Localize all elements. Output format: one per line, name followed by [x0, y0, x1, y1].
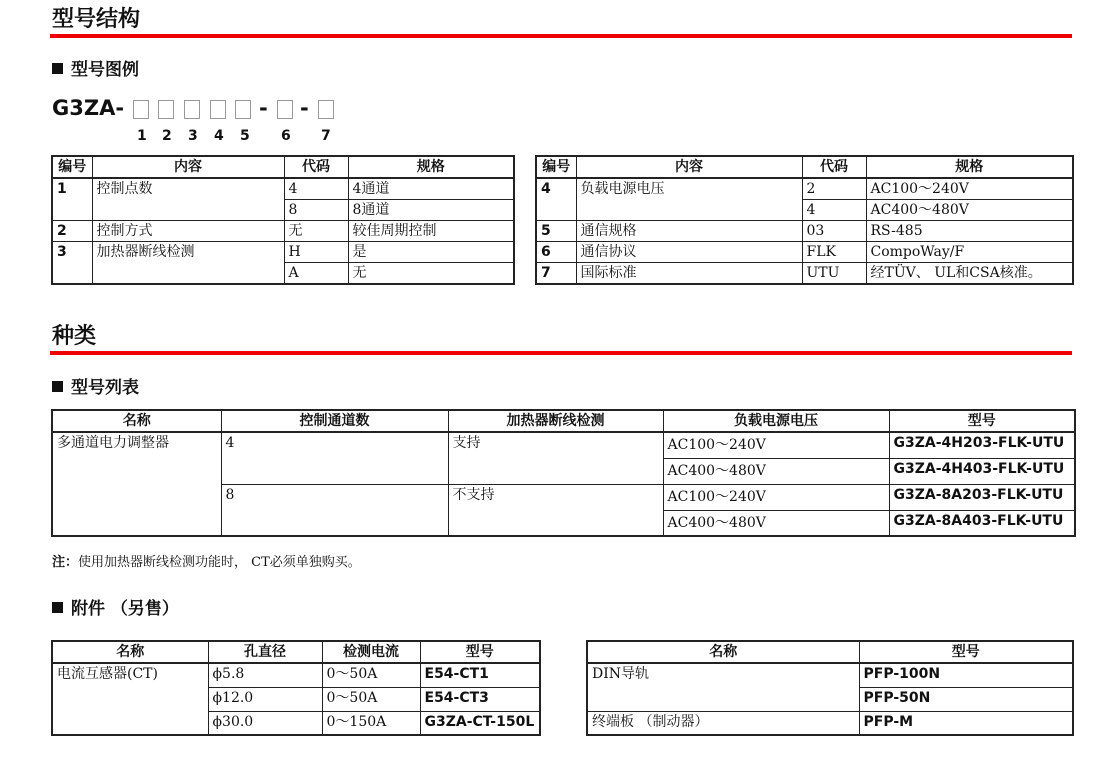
item-code: 8 — [284, 200, 348, 221]
product-name: DIN导轨 — [587, 663, 859, 711]
model-slot-box — [318, 100, 334, 119]
slot-number: 6 — [281, 128, 291, 144]
header-model: 型号 — [889, 410, 1075, 432]
subsection-model-legend: 型号图例 — [52, 59, 139, 81]
square-bullet-icon — [52, 602, 63, 613]
table-row — [536, 221, 1073, 242]
footnote: 注：使用加热器断线检测功能时， CT必须单独购买。 — [52, 555, 361, 570]
detect-current: 0～50A — [322, 663, 420, 687]
item-code: A — [284, 263, 348, 285]
item-spec: 较佳周期控制 — [348, 221, 514, 242]
header-content: 内容 — [92, 156, 284, 178]
item-code: 4 — [284, 178, 348, 200]
header-no: 编号 — [536, 156, 576, 178]
header-content: 内容 — [576, 156, 802, 178]
product-name: 电流互感器(CT) — [52, 663, 208, 735]
product-name: 终端板 （制动器） — [587, 711, 859, 735]
square-bullet-icon — [52, 381, 63, 392]
section-title-types: 种类 — [52, 324, 97, 349]
model-slot-box — [133, 100, 149, 119]
table-row — [52, 432, 1075, 458]
item-code: UTU — [802, 263, 866, 285]
item-number: 1 — [52, 178, 92, 221]
model-dash: - — [259, 96, 268, 120]
header-name: 名称 — [52, 641, 208, 663]
product-name: 多通道电力调整器 — [52, 432, 221, 536]
item-spec: 4通道 — [348, 178, 514, 200]
item-content: 加热器断线检测 — [92, 242, 284, 285]
item-code: H — [284, 242, 348, 263]
item-spec: 是 — [348, 242, 514, 263]
model-dash: - — [300, 96, 309, 120]
header-model: 型号 — [859, 641, 1073, 663]
item-number: 7 — [536, 263, 576, 285]
item-spec: 经TÜV、 UL和CSA核准。 — [866, 263, 1073, 285]
square-bullet-icon — [52, 63, 63, 74]
slot-number: 1 — [137, 128, 147, 144]
channel-count: 4 — [221, 432, 448, 484]
header-model: 型号 — [420, 641, 540, 663]
item-number: 3 — [52, 242, 92, 285]
table-row — [587, 711, 1073, 735]
model-slot-box — [184, 100, 200, 119]
item-content: 国际标准 — [576, 263, 802, 285]
voltage: AC400～480V — [663, 510, 889, 536]
header-voltage: 负载电源电压 — [663, 410, 889, 432]
item-content: 负载电源电压 — [576, 178, 802, 221]
slot-number: 5 — [240, 128, 250, 144]
table-row — [52, 242, 514, 263]
model-number: G3ZA-8A203-FLK-UTU — [889, 484, 1075, 510]
header-name: 名称 — [587, 641, 859, 663]
legend-table-right — [535, 155, 1074, 285]
model-number: PFP-100N — [859, 663, 1073, 687]
item-code: 无 — [284, 221, 348, 242]
slot-number: 4 — [214, 128, 224, 144]
slot-number: 7 — [321, 128, 331, 144]
model-number: G3ZA-4H203-FLK-UTU — [889, 432, 1075, 458]
item-spec: 无 — [348, 263, 514, 285]
item-spec: AC100～240V — [866, 178, 1073, 200]
header-heater-detect: 加热器断线检测 — [448, 410, 663, 432]
model-prefix: G3ZA- — [52, 96, 125, 120]
item-number: 2 — [52, 221, 92, 242]
model-list-table — [51, 409, 1076, 537]
model-slot-box — [210, 100, 226, 119]
table-row — [52, 178, 514, 200]
model-slot-box — [235, 100, 251, 119]
item-number: 6 — [536, 242, 576, 263]
item-code: 4 — [802, 200, 866, 221]
table-row — [52, 663, 540, 687]
model-number: PFP-M — [859, 711, 1073, 735]
header-spec: 规格 — [866, 156, 1073, 178]
hole-diameter: ϕ30.0 — [208, 711, 322, 735]
hole-diameter: ϕ12.0 — [208, 687, 322, 711]
header-name: 名称 — [52, 410, 221, 432]
rail-table — [586, 640, 1074, 736]
table-row — [52, 221, 514, 242]
item-code: 2 — [802, 178, 866, 200]
voltage: AC100～240V — [663, 432, 889, 458]
table-row — [536, 178, 1073, 200]
item-number: 4 — [536, 178, 576, 221]
subsection-accessories: 附件 （另售） — [52, 598, 179, 620]
model-number: G3ZA-8A403-FLK-UTU — [889, 510, 1075, 536]
heater-detect: 支持 — [448, 432, 663, 484]
table-row — [587, 663, 1073, 687]
model-number: PFP-50N — [859, 687, 1073, 711]
model-number: E54-CT1 — [420, 663, 540, 687]
header-channels: 控制通道数 — [221, 410, 448, 432]
hole-diameter: ϕ5.8 — [208, 663, 322, 687]
header-spec: 规格 — [348, 156, 514, 178]
table-row — [536, 263, 1073, 285]
slot-number: 3 — [188, 128, 198, 144]
item-spec: 8通道 — [348, 200, 514, 221]
header-no: 编号 — [52, 156, 92, 178]
ct-table — [51, 640, 541, 736]
item-spec: CompoWay/F — [866, 242, 1073, 263]
voltage: AC100～240V — [663, 484, 889, 510]
channel-count: 8 — [221, 484, 448, 536]
header-detect-current: 检测电流 — [322, 641, 420, 663]
heater-detect: 不支持 — [448, 484, 663, 536]
slot-number: 2 — [162, 128, 172, 144]
table-row — [536, 242, 1073, 263]
section-rule — [50, 351, 1072, 355]
model-slot-box — [158, 100, 174, 119]
item-spec: AC400～480V — [866, 200, 1073, 221]
item-content: 通信协议 — [576, 242, 802, 263]
header-code: 代码 — [802, 156, 866, 178]
model-number: G3ZA-CT-150L — [420, 711, 540, 735]
item-content: 控制点数 — [92, 178, 284, 221]
item-number: 5 — [536, 221, 576, 242]
model-number: E54-CT3 — [420, 687, 540, 711]
header-hole-diameter: 孔直径 — [208, 641, 322, 663]
item-code: 03 — [802, 221, 866, 242]
detect-current: 0～50A — [322, 687, 420, 711]
voltage: AC400～480V — [663, 458, 889, 484]
item-content: 控制方式 — [92, 221, 284, 242]
model-slot-box — [277, 100, 293, 119]
item-code: FLK — [802, 242, 866, 263]
section-rule — [50, 34, 1072, 38]
model-number: G3ZA-4H403-FLK-UTU — [889, 458, 1075, 484]
item-content: 通信规格 — [576, 221, 802, 242]
subsection-model-list: 型号列表 — [52, 377, 139, 399]
legend-table-left — [51, 155, 515, 285]
header-code: 代码 — [284, 156, 348, 178]
item-spec: RS-485 — [866, 221, 1073, 242]
section-title-model-structure: 型号结构 — [52, 7, 141, 32]
detect-current: 0～150A — [322, 711, 420, 735]
